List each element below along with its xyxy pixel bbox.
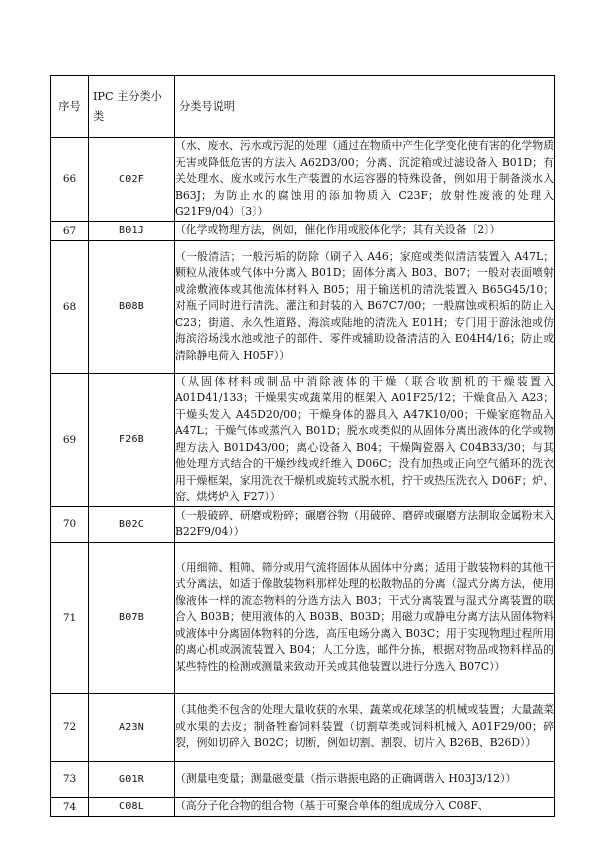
table-row bbox=[51, 221, 555, 240]
row-ipc-code: C02F bbox=[89, 138, 175, 222]
table-row bbox=[51, 542, 555, 693]
header-row bbox=[51, 76, 555, 138]
row-description: （测量电变量；测量磁变量（指示谐振电路的正确调谐入 H03J3/12）） bbox=[175, 761, 555, 797]
table-row bbox=[51, 138, 555, 222]
row-seq: 69 bbox=[51, 373, 89, 506]
row-description: （从固体材料或制品中消除液体的干燥（联合收割机的干燥装置入 A01D41/133；干燥果实或蔬菜用的框架入 A01F25/12；干燥食品入 A23；干燥头发入 A45D20/00；干燥身体的器具入 A47K10/00；干燥家庭物品入 A47L；干燥气体或蒸汽入 B01D；脱水或类似的从固体分离出液体的化学或物理方法入 B01D43/00；离心设备入 B04；干燥陶瓷器入 C04B33/30；与其他处理方式结合的干燥纱线或纤维入 D06C；没有加热或正向空气循环的洗衣用干燥框架，家用洗衣干燥机或旋转式脱水机，拧干或热压洗衣入 D06F；炉、窑、烘烤炉入 F27）） bbox=[175, 373, 555, 506]
row-seq: 72 bbox=[51, 693, 89, 761]
table-row bbox=[51, 373, 555, 506]
row-seq: 71 bbox=[51, 542, 89, 693]
row-seq: 70 bbox=[51, 506, 89, 542]
row-description: （一般破碎、研磨或粉碎；碾磨谷物（用破碎、磨碎或碾磨方法制取金属粉末入 B22F9/04）） bbox=[175, 506, 555, 542]
table-row bbox=[51, 693, 555, 761]
row-ipc-code: B08B bbox=[89, 240, 175, 373]
row-ipc-code: B01J bbox=[89, 221, 175, 240]
row-description: （化学或物理方法，例如，催化作用或胶体化学；其有关设备〔2〕） bbox=[175, 221, 555, 240]
row-ipc-code: B07B bbox=[89, 542, 175, 693]
table-row bbox=[51, 506, 555, 542]
row-ipc-code: G01R bbox=[89, 761, 175, 797]
row-ipc-code: B02C bbox=[89, 506, 175, 542]
row-seq: 74 bbox=[51, 797, 89, 816]
row-description: （用细筛、粗筛、筛分或用气流将固体从固体中分离；适用于散装物料的其他干式分离法，如适于像散装物料那样处理的松散物品的分离（湿式分离方法，使用像液体一样的流态物料的分选方法入 B03；干式分离装置与湿式分离装置的联合入 B03B；使用液体的入 B03B、B03D；用磁力或静电分离方法从固体物料或液体中分离固体物料的分选，高压电场分离入 B03C；用于实现物理过程所用的离心机或涡流装置入 B04；人工分选，邮件分拣，根据对物品或物料样品的某些特性的检测或测量来致动开关或其他装置以进行分选入 B07C）） bbox=[175, 542, 555, 693]
header-ipc: IPC 主分类小类 bbox=[89, 76, 175, 138]
table-row bbox=[51, 761, 555, 797]
row-description: （其他类不包含的处理大量收获的水果、蔬菜或花球茎的机械或装置；大量蔬菜或水果的去皮；制备牲畜饲料装置（切割草类或饲料机械入 A01F29/00；碎裂，例如切碎入 B02C；切断，例如切割、割裂、切片入 B26B、B26D）） bbox=[175, 693, 555, 761]
ipc-classification-table bbox=[50, 75, 555, 817]
header-desc: 分类号说明 bbox=[175, 76, 555, 138]
row-seq: 73 bbox=[51, 761, 89, 797]
table-row bbox=[51, 797, 555, 816]
row-ipc-code: A23N bbox=[89, 693, 175, 761]
table-row bbox=[51, 240, 555, 373]
row-description: （水、废水、污水或污泥的处理（通过在物质中产生化学变化使有害的化学物质无害或降低危害的方法入 A62D3/00；分离、沉淀箱或过滤设备入 B01D；有关处理水、废水或污水生产装置的水运容器的特殊设备，例如用于制备淡水入 B63J；为防止水的腐蚀用的添加物质入 C23F；放射性废液的处理入 G21F9/04）〔3〕） bbox=[175, 138, 555, 222]
row-description: （高分子化合物的组合物（基于可聚合单体的组成成分入 C08F、 bbox=[175, 797, 555, 816]
header-seq: 序号 bbox=[51, 76, 89, 138]
row-description: （一般清洁；一般污垢的防除（刷子入 A46；家庭或类似清洁装置入 A47L；颗粒从液体或气体中分离入 B01D；固体分离入 B03、B07；一般对表面喷射或涂敷液体或其他流体材料入 B05；用于输送机的清洗装置入 B65G45/10；对瓶子同时进行清洗、灌注和封装的入 B67C7/00；一般腐蚀或积垢的防止入 C23；街道、永久性道路、海滨或陆地的清洗入 E01H；专门用于游泳池或仿海滨浴场浅水池或池子的部件、零件或辅助设备清洁的入 E04H4/16；防止或清除静电荷入 H05F）） bbox=[175, 240, 555, 373]
row-ipc-code: C08L bbox=[89, 797, 175, 816]
row-seq: 66 bbox=[51, 138, 89, 222]
row-seq: 67 bbox=[51, 221, 89, 240]
row-ipc-code: F26B bbox=[89, 373, 175, 506]
row-seq: 68 bbox=[51, 240, 89, 373]
